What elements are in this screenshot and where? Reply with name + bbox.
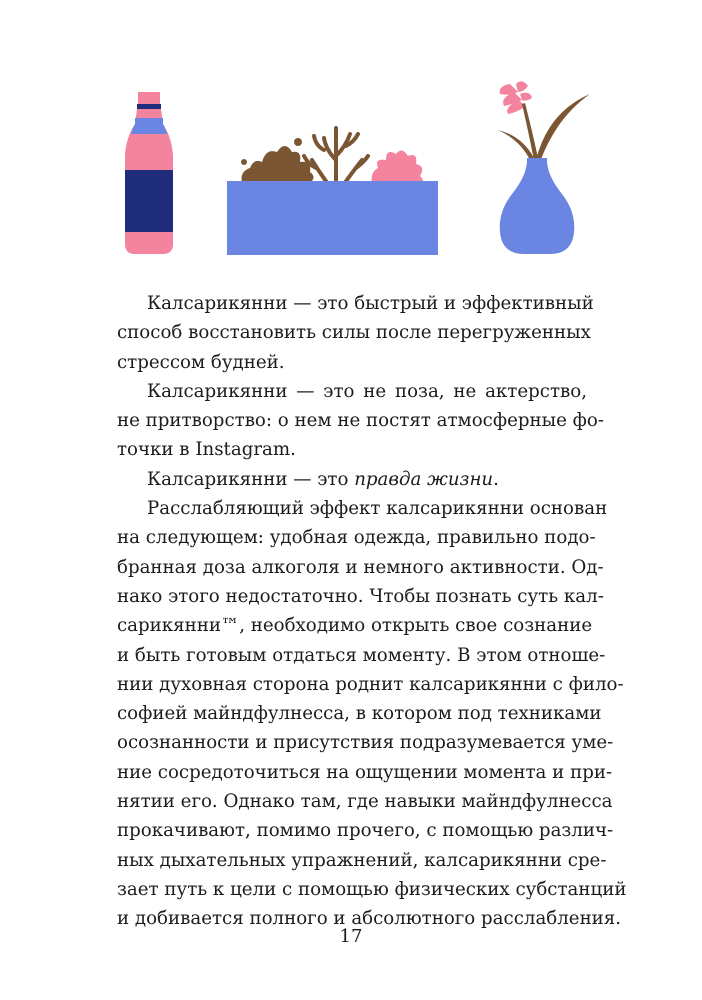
paragraph [117, 465, 587, 494]
text-line: прокачивают, помимо прочего, с помощью различ- [117, 820, 614, 842]
text-line: Расслабляющий эффект калсарикянни основан [147, 498, 608, 520]
planter-box [227, 181, 438, 255]
text-line: и быть готовым отдаться моменту. В этом отноше- [117, 644, 606, 666]
text-line: нако этого недостаточно. Чтобы познать суть кал- [117, 585, 604, 607]
text-line: Калсарикянни — это не поза, не актерство, [147, 380, 587, 402]
vase-stem [522, 103, 538, 160]
vase-flower [500, 81, 532, 114]
text-line: Калсарикянни — это быстрый и эффективный [147, 293, 594, 314]
bottle-icon [125, 92, 173, 254]
text-line: осознанности и присутствия подразумевается уме- [117, 732, 614, 754]
text-line: сарикянни™, необходимо открыть свое сознание [117, 615, 593, 637]
text-line: ных дыхательных упражнений, калсарикянни сре- [117, 849, 607, 871]
text-line: нии духовная сторона роднит калсарикянни с фило- [117, 673, 624, 695]
text-line: на следующем: удобная одежда, правильно подо- [117, 527, 596, 549]
header-illustration [0, 0, 702, 270]
paragraph [117, 377, 604, 465]
body-text [117, 289, 627, 934]
text-line: софией майндфулнесса, в котором под техниками [117, 703, 602, 725]
pink-flower [372, 150, 423, 184]
emphasis-text: правда жизни [354, 468, 494, 490]
text-prefix: Калсарикянни — это [147, 468, 355, 490]
paragraph [117, 494, 627, 933]
text-line: нятии его. Однако там, где навыки майндфулнесса [117, 791, 613, 813]
planter-box-icon [227, 128, 438, 255]
text-line: и добивается полного и абсолютного расслабления. [117, 908, 622, 930]
page-number: 17 [339, 926, 363, 947]
text-line: ние сосредоточиться на ощущении момента и при- [117, 761, 613, 783]
text-line: стрессом будней. [117, 351, 285, 373]
text-line [117, 465, 587, 494]
text-line: точки в Instagram. [117, 439, 296, 461]
bottle-cap [138, 92, 160, 104]
paragraph [117, 289, 594, 377]
bottle-label [125, 170, 173, 232]
text-suffix: . [493, 468, 499, 490]
vase-icon [498, 81, 590, 254]
text-line: способ восстановить силы после перегруженных [117, 322, 591, 344]
vase-body [500, 158, 575, 254]
text-line: бранная доза алкоголя и немного активности. Од- [117, 556, 604, 578]
text-line: зает путь к цели с помощью физических субстанций [117, 878, 627, 900]
bottle-base [125, 232, 173, 254]
text-line: не притворство: о нем не постят атмосферные фо- [117, 410, 604, 432]
branch-plant [304, 128, 368, 184]
